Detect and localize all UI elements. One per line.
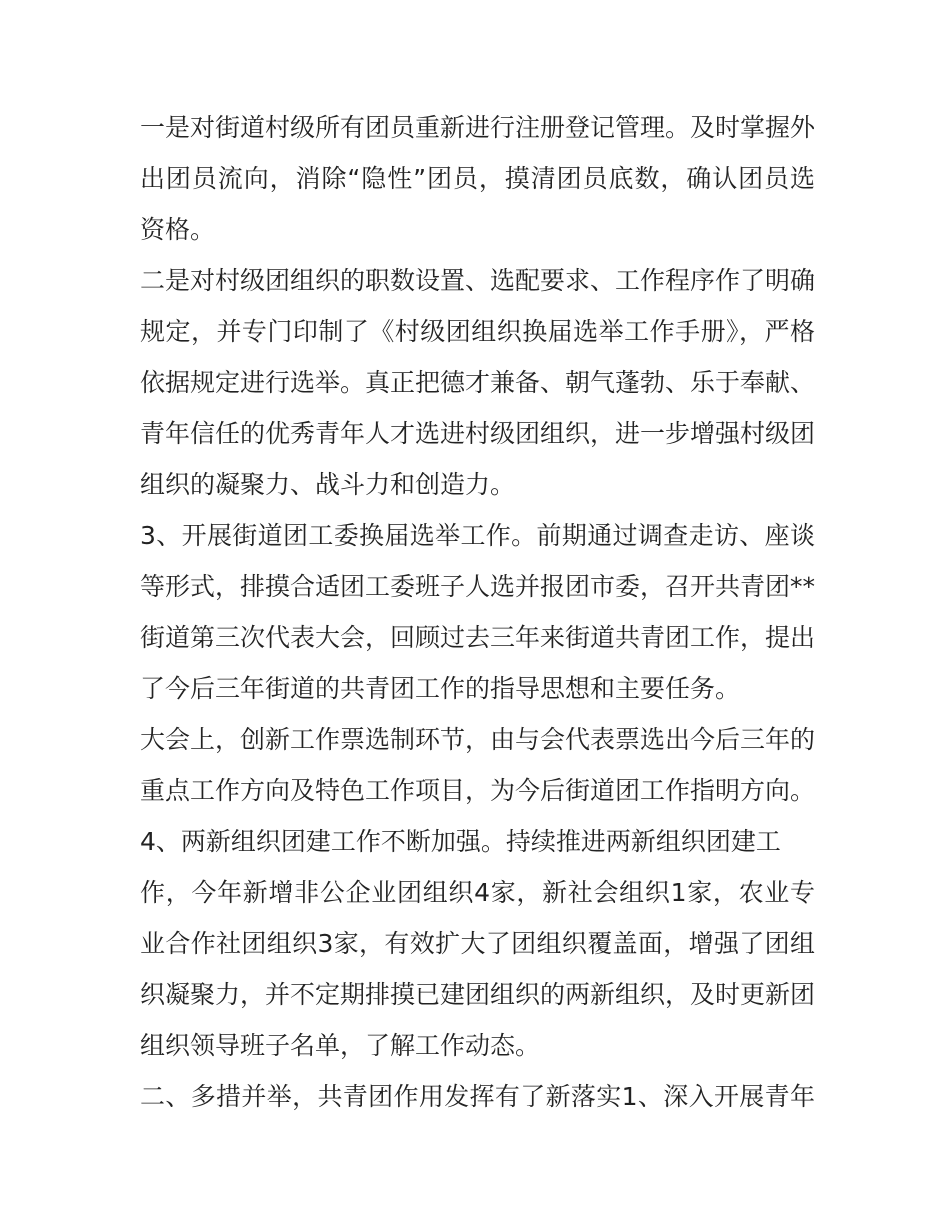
text-line: 资格。 <box>140 215 216 244</box>
text-line: 织凝聚力，并不定期排摸已建团组织的两新组织，及时更新团 <box>140 980 815 1009</box>
text-line: 组织的凝聚力、战斗力和创造力。 <box>140 470 516 499</box>
text-line: 出团员流向，消除“隐性”团员，摸清团员底数，确认团员选 <box>140 164 815 193</box>
text-line: 规定，并专门印制了《村级团组织换届选举工作手册》，严格 <box>140 317 815 346</box>
text-line: 组织领导班子名单，了解工作动态。 <box>140 1031 541 1060</box>
document-body <box>140 102 815 1122</box>
text-line: 二、多措并举，共青团作用发挥有了新落实1、深入开展青年 <box>140 1082 815 1111</box>
text-line: 作，今年新增非公企业团组织4家，新社会组织1家，农业专 <box>140 878 815 907</box>
text-line: 青年信任的优秀青年人才选进村级团组织，进一步增强村级团 <box>140 419 815 448</box>
text-line: 大会上，创新工作票选制环节，由与会代表票选出今后三年的 <box>140 725 815 754</box>
text-line: 二是对村级团组织的职数设置、选配要求、工作程序作了明确 <box>140 266 815 295</box>
text-line: 了今后三年街道的共青团工作的指导思想和主要任务。 <box>140 674 741 703</box>
text-line: 重点工作方向及特色工作项目，为今后街道团工作指明方向。 <box>140 776 815 805</box>
text-line: 街道第三次代表大会，回顾过去三年来街道共青团工作，提出 <box>140 623 815 652</box>
text-line: 3、开展街道团工委换届选举工作。前期通过调查走访、座谈 <box>140 521 815 550</box>
text-line: 一是对街道村级所有团员重新进行注册登记管理。及时掌握外 <box>140 113 815 142</box>
text-line: 业合作社团组织3家，有效扩大了团组织覆盖面，增强了团组 <box>140 929 815 958</box>
text-line: 4、两新组织团建工作不断加强。持续推进两新组织团建工 <box>140 827 781 856</box>
text-line: 依据规定进行选举。真正把德才兼备、朝气蓬勃、乐于奉献、 <box>140 368 815 397</box>
text-line: 等形式，排摸合适团工委班子人选并报团市委，召开共青团** <box>140 572 815 601</box>
